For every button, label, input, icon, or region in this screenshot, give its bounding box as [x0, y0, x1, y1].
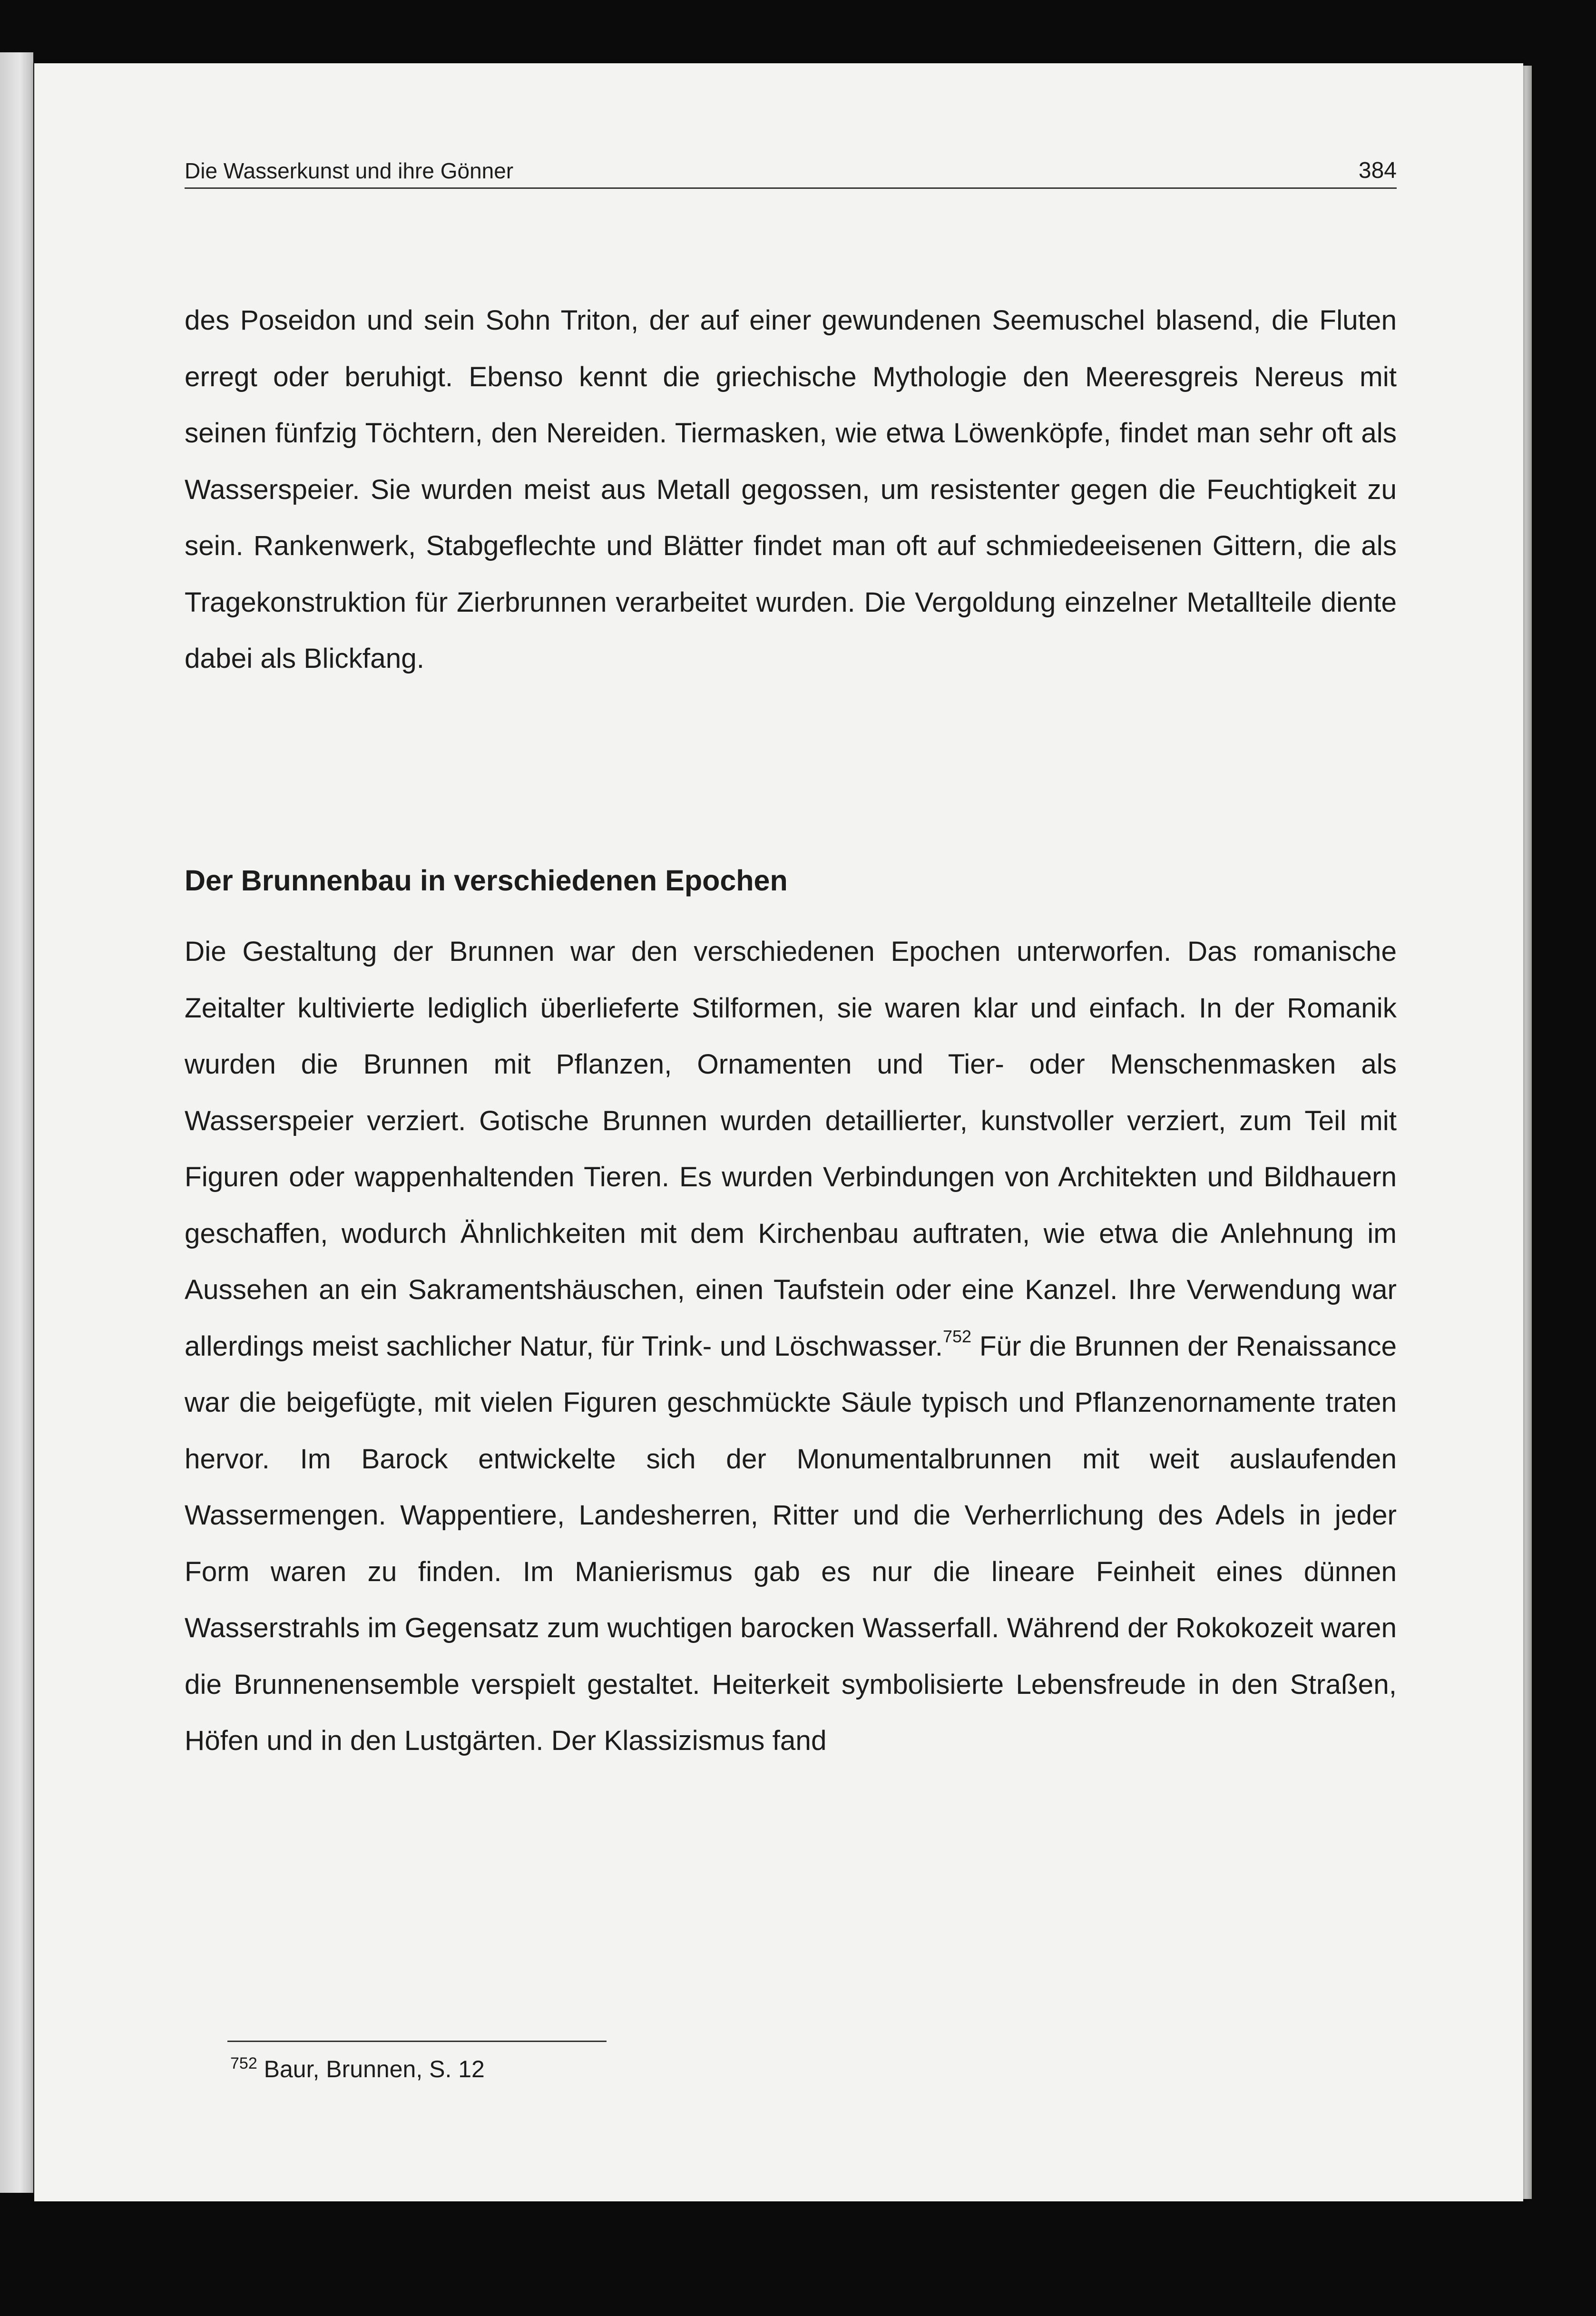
paragraph-epochs [185, 924, 1397, 1769]
footnote-text: Baur, Brunnen, S. 12 [264, 2056, 485, 2082]
page-number: 384 [1358, 158, 1397, 183]
running-header [185, 153, 1397, 189]
paragraph-2-text [185, 924, 1397, 1769]
section-heading: Der Brunnenbau in verschiedenen Epochen [185, 864, 788, 897]
paragraph-mythology [185, 293, 1397, 687]
footnote-number: 752 [230, 2054, 257, 2072]
page-stack-edge [1523, 66, 1532, 2199]
facing-page-edge [0, 52, 33, 2193]
footnote-reference: 752 [942, 1326, 972, 1346]
paragraph-2-part-1: Die Gestaltung der Brunnen war den verschiedenen Epochen unterworfen. Das romanische Zeitalter kultivierte lediglich überlieferte Stilformen, sie waren klar und einfach. In der Romanik wurden die Brunnen mit Pflanzen, Ornamenten und Tier- oder Menschenmasken als Wasserspeier verziert. Gotische Brunnen wurden detaillierter, kunstvoller verziert, zum Teil mit Figuren oder wappenhaltenden Tieren. Es wurden Verbindungen von Architekten und Bildhauern geschaffen, wodurch Ähnlichkeiten mit dem Kirchenbau auftraten, wie etwa die Anlehnung im Aussehen an ein Sakramentshäuschen, einen Taufstein oder eine Kanzel. Ihre Verwendung war allerdings meist sachlicher Natur, für Trink- und Löschwasser. [185, 936, 1397, 1362]
footnote-separator [227, 2041, 607, 2042]
footnote [230, 2054, 485, 2084]
paragraph-1-text: des Poseidon und sein Sohn Triton, der auf einer gewundenen Seemuschel blasend, die Fluten erregt oder beruhigt. Ebenso kennt die griechische Mythologie den Meeresgreis Nereus mit seinen fünfzig Töchtern, den Nereiden. Tiermasken, wie etwa Löwenköpfe, findet man sehr oft als Wasserspeier. Sie wurden meist aus Metall gegossen, um resistenter gegen die Feuchtigkeit zu sein. Rankenwerk, Stabgeflechte und Blätter findet man oft auf schmiedeeisenen Gittern, die als Tragekonstruktion für Zierbrunnen verarbeitet wurden. Die Vergoldung einzelner Metallteile diente dabei als Blickfang. [185, 305, 1397, 674]
header-title: Die Wasserkunst und ihre Gönner [185, 158, 514, 183]
paragraph-2-part-2: Für die Brunnen der Renaissance war die beigefügte, mit vielen Figuren geschmückte Säule typisch und Pflanzenornamente traten hervor. Im Barock entwickelte sich der Monumentalbrunnen mit weit auslaufenden Wassermengen. Wappentiere, Landesherren, Ritter und die Verherrlichung des Adels in jeder Form waren zu finden. Im Manierismus gab es nur die lineare Feinheit eines dünnen Wasserstrahls im Gegensatz zum wuchtigen barocken Wasserfall. Während der Rokokozeit waren die Brunnenensemble verspielt gestaltet. Heiterkeit symbolisierte Lebensfreude in den Straßen, Höfen und in den Lustgärten. Der Klassizismus fand [185, 1330, 1397, 1756]
